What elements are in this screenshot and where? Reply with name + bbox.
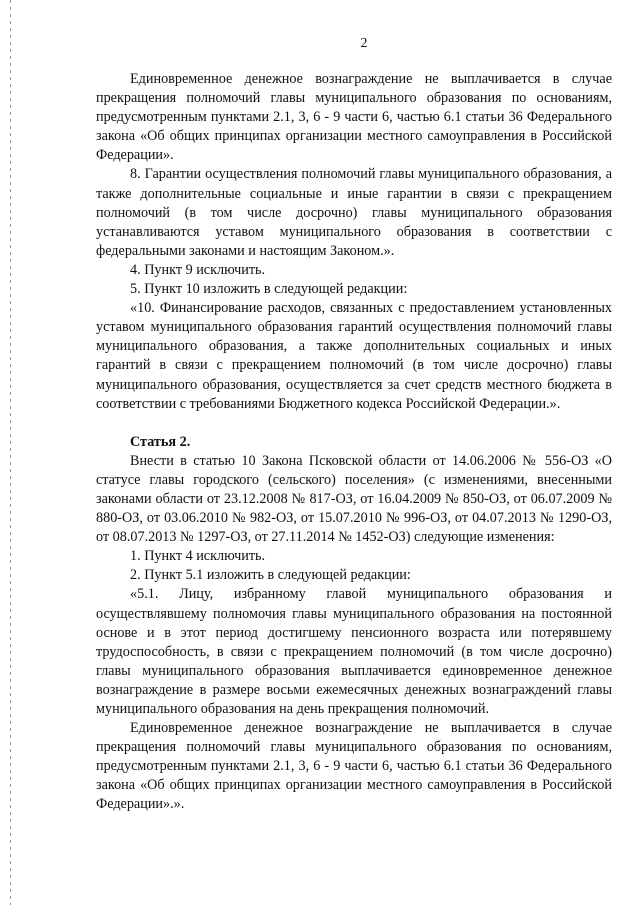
paragraph-item-5-1-lump-sum: «5.1. Лицу, избранному главой муниципального образования и осуществлявшему полномочия главы муниципального образования на постоянной основе и в этот период достигшему пенсионного возраста или потерявшему трудоспособность, в связи с прекращением полномочий (в том числе досрочно) главы муниципального образования выплачивается единовременное денежное вознаграждение в размере восьми ежемесячных денежных вознаграждений главы муниципального образования на день прекращения полномочий. [96,586,612,717]
paragraph-item-2-new-edition: 2. Пункт 5.1 изложить в следующей редакции: [130,567,411,584]
paragraph-item-5-new-edition: 5. Пункт 10 изложить в следующей редакции: [130,281,408,298]
paragraph-item-4-remove-9: 4. Пункт 9 исключить. [130,261,266,278]
paragraph-item-8-guarantees: 8. Гарантии осуществления полномочий главы муниципального образования, а также дополнительные социальные и иные гарантии в связи с прекращением полномочий (в том числе досрочно) главы муниципального образования устанавливаются уставом муниципального образования в соответствии с федеральными законами и настоящим Законом.». [96,166,612,259]
paragraph-item-10-financing: «10. Финансирование расходов, связанных с предоставлением установленных уставом муниципального образования гарантий осуществления полномочий главы муниципального образования, а также дополнительных социальных и иных гарантий в связи с прекращением полномочий (в том числе досрочно) главы муниципального образования, осуществляется за счет средств местного бюджета в соответствии с требованиями Бюджетного кодекса Российской Федерации.». [96,300,612,412]
paragraph-amend-article-10: Внести в статью 10 Закона Псковской области от 14.06.2006 № 556-ОЗ «О статусе главы городского (сельского) поселения» (с изменениями, внесенными законами области от 23.12.2008 № 817-ОЗ, от 16.04.2009 № 850-ОЗ, от 06.07.2009 № 880-ОЗ, от 03.06.2010 № 982-ОЗ, от 15.07.2010 № 996-ОЗ, от 04.07.2013 № 1290-ОЗ, от 08.07.2013 № 1297-ОЗ, от 27.11.2014 № 1452-ОЗ) следующие изменения: [96,452,612,546]
paragraph-item-1-remove-4: 1. Пункт 4 исключить. [130,548,266,565]
paragraph-lump-sum-exception-2: Единовременное денежное вознаграждение не выплачивается в случае прекращения полномочий главы муниципального образования по основаниям, предусмотренным пунктами 2.1, 3, 6 - 9 части 6, частью 6.1 статьи 36 Федерального закона «Об общих принципах организации местного самоуправления в Российской Федерации».». [96,720,612,813]
article-2-heading: Статья 2. [130,433,191,450]
scan-edge-line [10,0,11,905]
spacer [96,414,612,433]
paragraph-lump-sum-exception: Единовременное денежное вознаграждение не выплачивается в случае прекращения полномочий главы муниципального образования по основаниям, предусмотренным пунктами 2.1, 3, 6 - 9 части 6, частью 6.1 статьи 36 Федерального закона «Об общих принципах организации местного самоуправления в Российской Федерации». [96,71,612,164]
page-number: 2 [360,36,368,51]
